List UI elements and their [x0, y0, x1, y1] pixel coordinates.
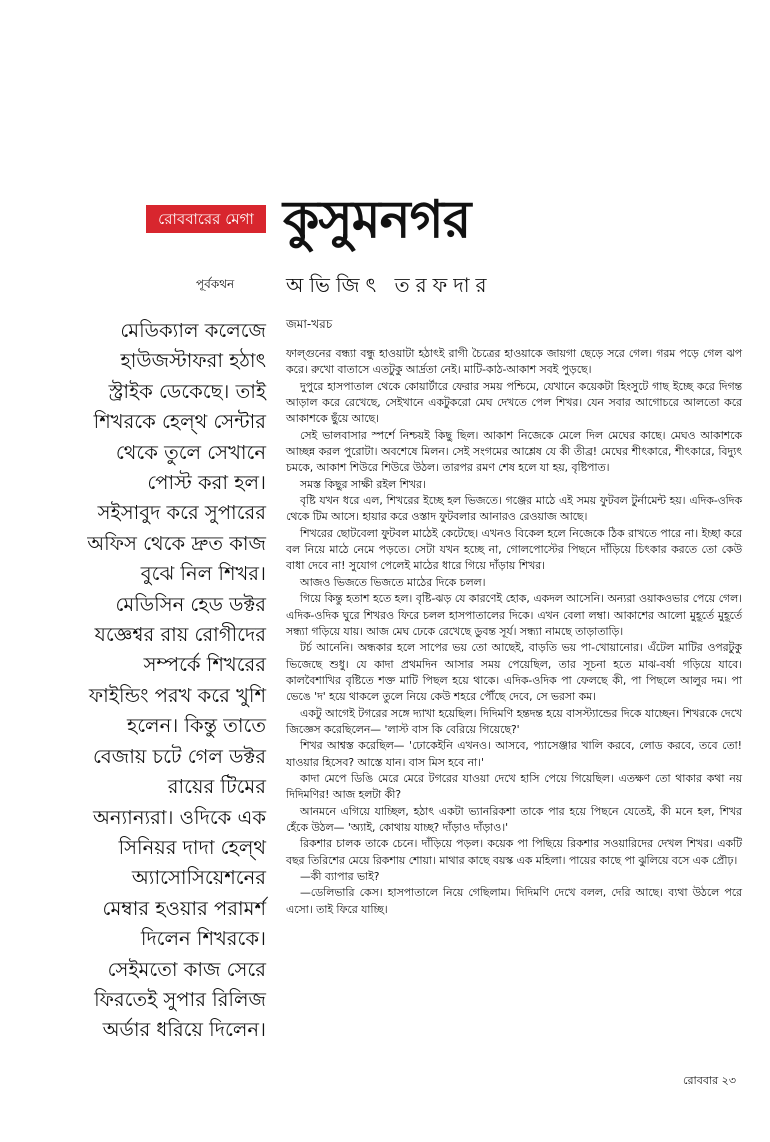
- summary-line: দিলেন শিখরকে।: [140, 927, 266, 951]
- summary-line: ফিরতেই সুপার রিলিজ: [94, 987, 266, 1011]
- summary-line: সিনিয়র দাদা হেল্থ: [118, 835, 266, 859]
- author-name: অভিজিৎ তরফদার: [286, 273, 493, 297]
- story-title: কুসুমনগর: [283, 190, 471, 250]
- summary-line: হাউজস্টাফরা হঠাৎ: [120, 349, 266, 373]
- paragraph: —কী ব্যাপার ভাই?: [300, 870, 380, 883]
- paragraph: শিখরের ছোটবেলা ফুটবল মাঠেই কেটেছে। এখনও বিকেল হলে নিজেকে ঠিক রাখতে পারে না। ইচ্ছা করে বল নিয়ে মাঠে নেমে পড়তে। সেটা যখন হচ্ছে না, গোলপোস্টের পিছনে দাঁড়িয়ে চিৎকার করতে তো কেউ বাধা দেবে না! সুযোগ পেলেই মাঠের ধারে গিয়ে দাঁড়ায় শিখর।: [286, 526, 742, 573]
- paragraph: —ডেলিভারি কেস। হাসপাতালে নিয়ে গেছিলাম। দিদিমণি দেখে বলল, দেরি আছে। ব্যথা উঠলে পরে এসো। তাই ফিরে যাচ্ছি।: [286, 886, 742, 916]
- paragraph: বৃষ্টি যখন ধরে এল, শিখরের ইচ্ছে হল ভিজতে। গঞ্জের মাঠে এই সময় ফুটবল টুর্নামেন্ট হয়। এদিক-ওদিক থেকে টিম আসে। হায়ার করে ওস্তাদ ফুটবলার আনারও রেওয়াজ আছে।: [286, 494, 742, 524]
- summary-line: সইসাবুদ করে সুপারের: [97, 501, 266, 525]
- paragraph: আনমনে এগিয়ে যাচ্ছিল, হঠাৎ একটা ভ্যানরিকশা তাকে পার হয়ে পিছনে যেতেই, কী মনে হল, শিখর হেঁকে উঠল— 'অ্যাই, কোথায় যাচ্ছ? দাঁড়াও দাঁড়াও।': [286, 804, 742, 834]
- summary-line: অ্যাসোসিয়েশনের: [131, 866, 266, 890]
- summary-line: মেডিক্যাল কলেজে: [120, 319, 266, 342]
- paragraph: গিয়ে কিন্তু হতাশ হতে হল। বৃষ্টি-ঝড় যে কারণেই হোক, একদল আসেনি। অন্যরা ওয়াকওভার পেয়ে গেল। এদিক-ওদিক ঘুরে শিখরও ফিরে চলল হাসপাতালের দিকে। এখন বেলা লম্বা। আকাশের আলো মুহূর্তে মুহূর্তে সন্ধ্যা গড়িয়ে যায়। আজ মেঘ ঢেকে রেখেছে ডুবন্ত সূর্য। সন্ধ্যা নামছে তাড়াতাড়ি।: [286, 592, 742, 638]
- summary-line: বেজায় চটে গেল ডক্টর: [93, 744, 266, 768]
- summary-line: বুঝে নিল শিখর।: [140, 562, 266, 586]
- summary-line: যজ্ঞেশ্বর রায় রোগীদের: [94, 623, 266, 647]
- story-body: [286, 346, 742, 918]
- summary-line: মেডিসিন হেড ডক্টর: [115, 592, 266, 616]
- paragraph: কাদা মেপে ডিঙি মেরে মেরে টগরের যাওয়া দেখে হাসি পেয়ে গিয়েছিল। এতক্ষণ তো থাকার কথা নয় দিদিমণির! আজ হলটা কী?: [286, 771, 742, 802]
- summary-line: সম্পর্কে শিখরের: [143, 653, 266, 677]
- summary-line: স্ট্রাইক ডেকেছে। তাই: [108, 379, 266, 403]
- summary-line: রায়ের টিমের: [167, 775, 266, 799]
- summary-line: অন্যান্যরা। ওদিকে এক: [92, 805, 266, 829]
- summary-line: হলেন। কিন্তু তাতে: [126, 714, 266, 738]
- paragraph: আজও ভিজতে ভিজতে মাঠের দিকে চলল।: [300, 575, 486, 589]
- summary-line: থেকে তুলে সেখানে: [115, 440, 266, 464]
- paragraph: ফাল্গুনের বন্ধ্যা বন্ধু হাওয়াটা হঠাৎই রাগী চৈত্রের হাওয়াকে জায়গা ছেড়ে সরে গেল। গরম পড়ে গেল ঝপ করে। রুখো বাতাসে এতটুকু আর্দ্রতা নেই। মাটি-কাঠ-আকাশ সবই পুড়ছে।: [286, 347, 742, 377]
- summary-line: ফাইন্ডিং পরখ করে খুশি: [88, 683, 266, 707]
- summary-line: মেম্বার হওয়ার পরামর্শ: [102, 896, 266, 920]
- page-footer: রোববার ২৩: [683, 1074, 736, 1087]
- paragraph: একটু আগেই টগরের সঙ্গে দ্যাখা হয়েছিল। দিদিমণি হন্তদন্ত হয়ে বাসস্ট্যান্ডের দিকে যাচ্ছেন। শিখরকে দেখে জিজ্ঞেস করেছিলেন— 'লাস্ট বাস কি বেরিয়ে গিয়েছে?': [286, 706, 742, 736]
- summary-line: সেইমতো কাজ সেরে: [107, 957, 266, 981]
- section-title: জমা-খরচ: [286, 317, 333, 331]
- summary-line: অফিস থেকে দ্রুত কাজ: [87, 531, 266, 555]
- summary-line: পোস্ট করা হল।: [147, 471, 266, 495]
- paragraph: শিখর আশ্বস্ত করেছিল— 'ঢোকেইনি এখনও। আসবে, প্যাসেঞ্জার খালি করবে, লোড করবে, তবে তো! যাওয়ার হিসেব? আস্তে যান। বাস মিস হবে না।': [286, 739, 742, 769]
- previous-summary: [26, 316, 266, 1046]
- paragraph: রিকশার চালক তাকে চেনে। দাঁড়িয়ে পড়ল। কয়েক পা পিছিয়ে রিকশার সওয়ারিদের দেখল শিখর। একটি বছর তিরিশের মেয়ে রিকশায় শোয়া। মাথার কাছে বয়স্ক এক মহিলা। পায়ের কাছে পা ঝুলিয়ে বসে এক প্রৌঢ়।: [286, 837, 742, 867]
- summary-line: অর্ডার ধরিয়ে দিলেন।: [102, 1018, 266, 1042]
- previous-summary-label: পূর্বকথন: [196, 277, 235, 291]
- paragraph: দুপুরে হাসপাতাল থেকে কোয়ার্টারে ফেরার সময় পশ্চিমে, যেখানে কয়েকটা হিংসুটে গাছ ইচ্ছে করে দিগন্ত আড়াল করে রেখেছে, সেইখানে একটুকরো মেঘ দেখতে পেল শিখর। যেন সবার আগোচরে আলতো করে আকাশকে ছুঁয়ে আছে।: [286, 379, 742, 426]
- paragraph: টর্চ আনেনি। অন্ধকার হলে সাপের ভয় তো আছেই, বাড়তি ভয় পা-খোয়ানোর। এঁটেল মাটির ওপরটুকু ভিজেছে শুধু। যে কাদা প্রথমদিন আসার সময় পেয়েছিল, তার সূচনা হতে মাঝ-বর্ষা গড়িয়ে যাবে। কালবৈশাখির বৃষ্টিতে শক্ত মাটি পিছল হয়ে থাকে। এদিক-ওদিক পা ফেলছে কী, পা পিছলে আলুর দম। পা ভেঙে 'দ' হয়ে থাকলে তুলে নিয়ে কেউ শহরে পৌঁছে দেবে, সে ভরসা কম।: [286, 641, 742, 704]
- section-tag: রোববারের মেগা: [146, 205, 266, 233]
- paragraph: সেই ভালবাসার স্পর্শে নিশ্চয়ই কিছু ছিল। আকাশ নিজেকে মেলে দিল মেঘের কাছে। মেঘও আকাশকে আচ্ছন্ন করল পুরোটা। অবশেষে মিলন। সেই সংগমের আশ্লেষ যে কী তীব্র! মেঘের শীৎকারে, শীৎকারে, বিদ্যুৎ চমকে, আকাশ শিউরে শিউরে উঠল। তারপর রমণ শেষ হলে যা হয়, বৃষ্টিপাত।: [286, 428, 742, 475]
- paragraph: সমস্ত কিছুর সাক্ষী রইল শিখর।: [300, 477, 426, 491]
- summary-line: শিখরকে হেল্থ সেন্টার: [93, 410, 266, 434]
